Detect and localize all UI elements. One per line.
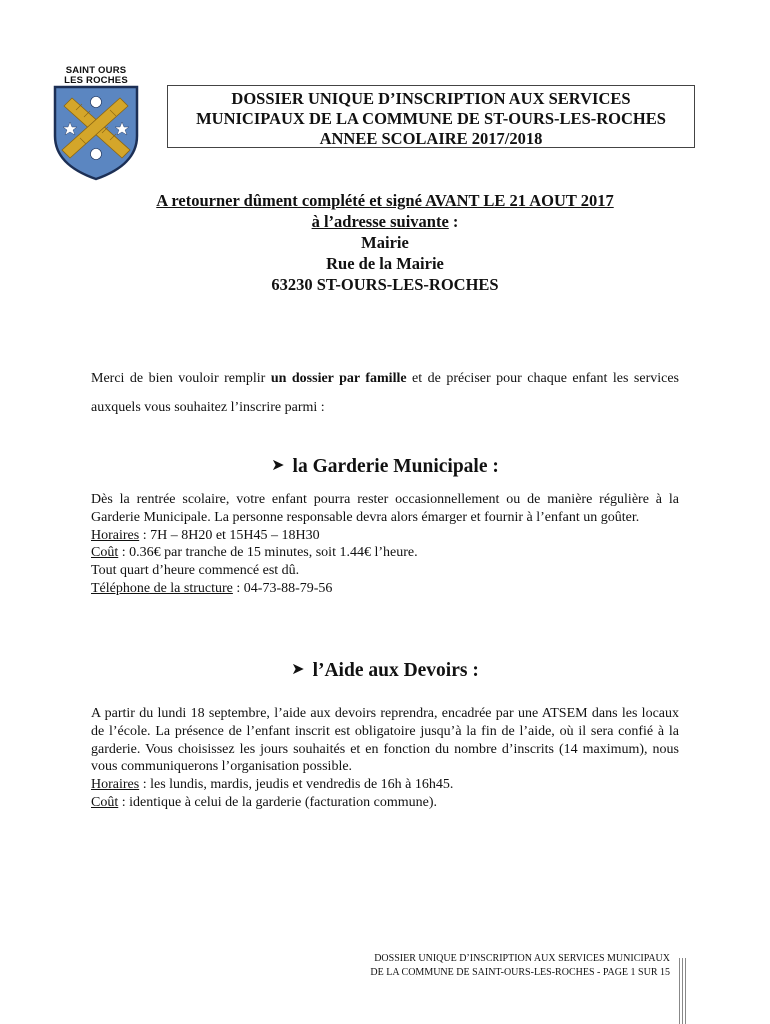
garderie-section: [91, 491, 679, 598]
return-address-street: Rue de la Mairie: [326, 254, 444, 273]
return-address: [0, 190, 770, 295]
aide-horaires-value: : les lundis, mardis, jeudis et vendredis de 16h à 16h45.: [139, 777, 454, 793]
intro-text-start: Merci de bien vouloir remplir: [91, 371, 271, 386]
aide-cout: [91, 794, 679, 812]
title-line-1: DOSSIER UNIQUE D’INSCRIPTION AUX SERVICES: [231, 89, 631, 108]
footer-rule: [679, 958, 687, 1024]
title-line-3: ANNEE SCOLAIRE 2017/2018: [319, 129, 543, 148]
aide-description: A partir du lundi 18 septembre, l’aide aux devoirs reprendra, encadrée par une ATSEM dans les locaux de l’école. La présence de l’enfant inscrit est obligatoire jusqu’à la fin de l’aide, où il sera confié à la garderie. Vous choisissez les jours souhaités et en fonction du nombre d’inscrits (14 maximum), nous vous communiquerons l’organisation possible.: [91, 706, 679, 775]
garderie-telephone: [91, 580, 679, 598]
aide-heading: [0, 659, 770, 682]
garderie-horaires-value: : 7H – 8H20 et 15H45 – 18H30: [139, 527, 320, 543]
garderie-telephone-value: : 04-73-88-79-56: [232, 580, 333, 596]
aide-heading-text: l’Aide aux Devoirs :: [312, 660, 479, 681]
return-address-colon: :: [448, 212, 459, 231]
return-deadline: A retourner dûment complété et signé AVANT LE 21 AOUT 2017: [156, 191, 614, 210]
garderie-cout: [91, 544, 679, 562]
return-address-label: à l’adresse suivante: [311, 212, 449, 231]
garderie-cout-value: : 0.36€ par tranche de 15 minutes, soit 1.44€ l’heure.: [118, 545, 418, 561]
title-line-2: MUNICIPAUX DE LA COMMUNE DE ST-OURS-LES-ROCHES: [196, 109, 666, 128]
garderie-description: Dès la rentrée scolaire, votre enfant pourra rester occasionnellement ou de manière régulière à la Garderie Municipale. La personne responsable devra alors émarger et fournir à l’enfant un goûter.: [91, 492, 679, 525]
return-address-intro: [0, 211, 770, 232]
page-footer: [300, 952, 670, 979]
arrow-bullet-icon: ➤: [271, 455, 285, 474]
aide-horaires-label: Horaires: [91, 777, 140, 793]
intro-paragraph: [91, 364, 679, 422]
aide-horaires: [91, 776, 679, 794]
aide-cout-label: Coût: [91, 794, 119, 810]
garderie-telephone-label: Téléphone de la structure: [91, 580, 233, 596]
garderie-quart: Tout quart d’heure commencé est dû.: [91, 563, 300, 579]
garderie-horaires: [91, 527, 679, 545]
commune-logo: [48, 62, 144, 184]
logo-text-line2: LES ROCHES: [64, 75, 128, 86]
logo-text-line1: SAINT OURS: [65, 65, 127, 76]
garderie-cout-label: Coût: [91, 545, 119, 561]
intro-text-end: et de préciser pour chaque enfant les services auxquels vous souhaitez l’inscrire parmi :: [91, 371, 679, 415]
aide-section: [91, 705, 679, 812]
footer-line-2: DE LA COMMUNE DE SAINT-OURS-LES-ROCHES - PAGE 1 SUR 15: [370, 966, 670, 978]
document-title: [167, 85, 695, 148]
coat-of-arms-icon: [52, 84, 140, 182]
footer-line-1: DOSSIER UNIQUE D’INSCRIPTION AUX SERVICES MUNICIPAUX: [374, 953, 670, 964]
garderie-heading-text: la Garderie Municipale :: [292, 456, 499, 477]
return-address-mairie: Mairie: [361, 233, 409, 252]
garderie-heading: [0, 455, 770, 478]
arrow-bullet-icon: ➤: [291, 659, 305, 678]
intro-text-bold: un dossier par famille: [270, 371, 407, 386]
garderie-horaires-label: Horaires: [91, 527, 140, 543]
return-address-city: 63230 ST-OURS-LES-ROCHES: [271, 275, 499, 294]
aide-cout-value: : identique à celui de la garderie (facturation commune).: [118, 794, 437, 810]
